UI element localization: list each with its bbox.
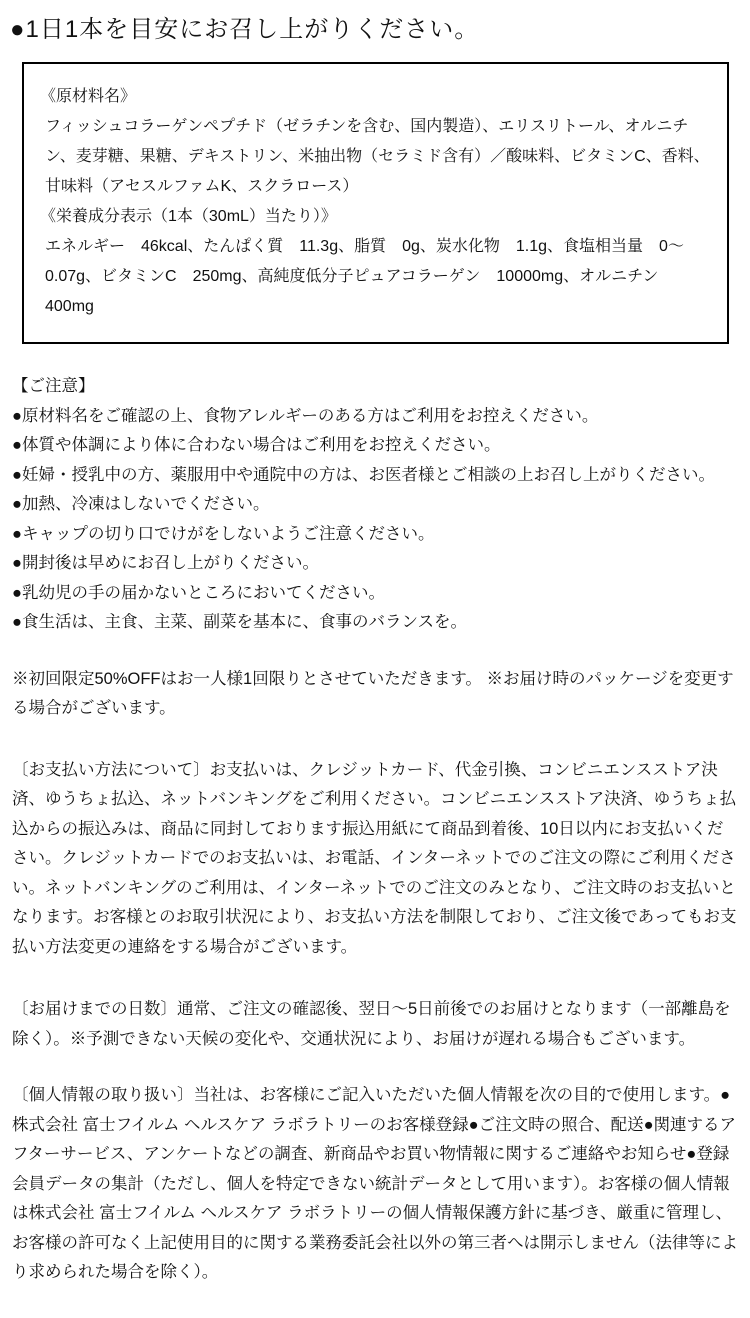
delivery-days-info: 〔お届けまでの日数〕通常、ご注文の確認後、翌日〜5日前後でのお届けとなります（一部離島を除く）。※予測できない天候の変化や、交通状況により、お届けが遅れる場合もございます。 xyxy=(12,1000,731,1048)
caution-item: ●妊婦・授乳中の方、薬服用中や通院中の方は、お医者様とご相談の上お召し上がりください。 xyxy=(12,465,715,484)
caution-list xyxy=(12,402,738,638)
ingredients-nutrition-box xyxy=(22,62,729,344)
caution-item: ●体質や体調により体に合わない場合はご利用をお控えください。 xyxy=(12,436,501,454)
ingredients-heading: 《原材料名》 xyxy=(40,88,137,105)
ingredients-text: フィッシュコラーゲンペプチド（ゼラチンを含む、国内製造）、エリスリトール、オルニチン、麦芽糖、果糖、デキストリン、米抽出物（セラミド含有）／酸味料、ビタミンC、香料、甘味料（アセスルファムK、スクラロース） xyxy=(45,118,710,195)
serving-instruction: ●1日1本を目安にお召し上がりください。 xyxy=(10,16,480,43)
caution-item: ●加熱、冷凍はしないでください。 xyxy=(12,495,270,513)
caution-item: ●開封後は早めにお召し上がりください。 xyxy=(12,554,319,572)
first-time-offer-note: ※初回限定50%OFFはお一人様1回限りとさせていただきます。 ※お届け時のパッケージを変更する場合がございます。 xyxy=(12,669,734,717)
caution-heading: 【ご注意】 xyxy=(12,377,95,395)
caution-item: ●乳幼児の手の届かないところにおいてください。 xyxy=(12,583,385,602)
nutrition-text: エネルギー 46kcal、たんぱく質 11.3g、脂質 0g、炭水化物 1.1g、食塩相当量 0〜0.07g、ビタミンC 250mg、高純度低分子ピュアコラーゲン 10000mg、オルニチン 400mg xyxy=(45,238,684,315)
caution-section xyxy=(12,372,738,638)
caution-item: ●キャップの切り口でけがをしないようご注意ください。 xyxy=(12,524,435,543)
caution-item: ●食生活は、主食、主菜、副菜を基本に、食事のバランスを。 xyxy=(12,613,467,631)
payment-method-info: 〔お支払い方法について〕お支払いは、クレジットカード、代金引換、コンビニエンスストア決済、ゆうちょ払込、ネットバンキングをご利用ください。コンビニエンスストア決済、ゆうちょ払込からの振込みは、商品に同封しております振込用紙にて商品到着後、10日以内にお支払いください。クレジットカードでのお支払いは、お電話、インターネットでのご注文の際にご利用ください。ネットバンキングのご利用は、インターネットでのご注文のみとなり、ご注文時のお支払いとなります。お客様とのお取引状況により、お支払い方法を制限しており、ご注文後であってもお支払い方法変更の連絡をする場合がございます。 xyxy=(12,760,737,956)
caution-item: ●原材料名をご確認の上、食物アレルギーのある方はご利用をお控えください。 xyxy=(12,406,599,425)
privacy-policy-info: 〔個人情報の取り扱い〕当社は、お客様にご記入いただいた個人情報を次の目的で使用します。●株式会社 富士フイルム ヘルスケア ラボラトリーのお客様登録●ご注文時の照合、配送●関連するアフターサービス、アンケートなどの調査、新商品やお買い物情報に関するご連絡やお知らせ●登録会員データの集計（ただし、個人を特定できない統計データとして用います）。お客様の個人情報は株式会社 富士フイルム ヘルスケア ラボラトリーの個人情報保護方針に基づき、厳重に管理し、お客様の許可なく上記使用目的に関する業務委託会社以外の第三者へは開示しません（法律等により求められた場合を除く）。 xyxy=(12,1086,738,1281)
nutrition-heading: 《栄養成分表示（1本（30mL）当たり）》 xyxy=(40,208,337,225)
